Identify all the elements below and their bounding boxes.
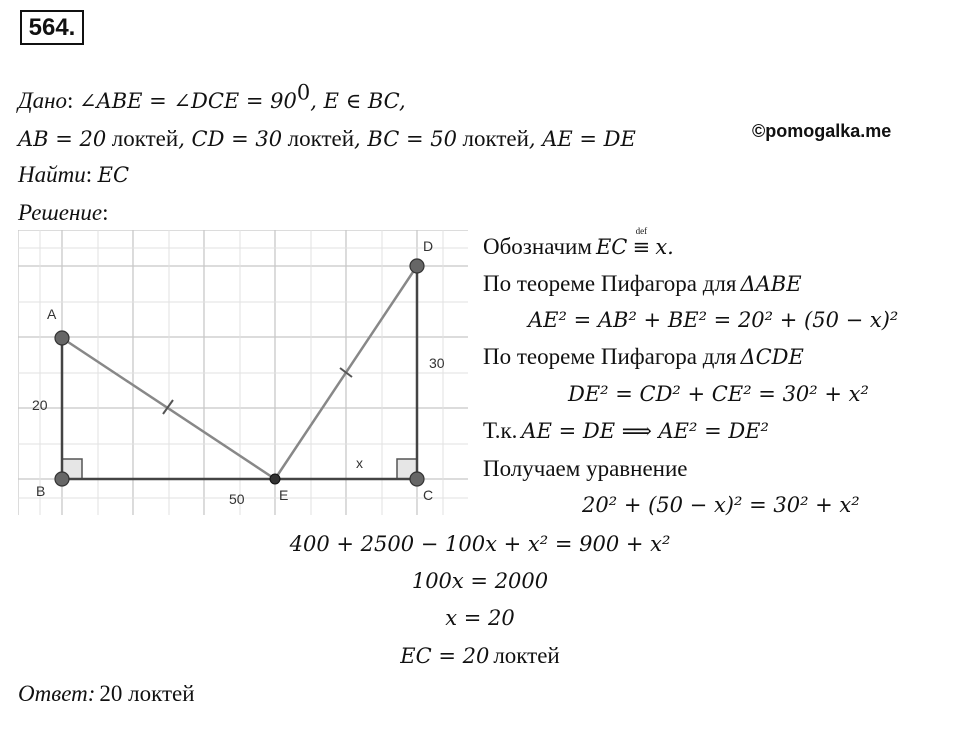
label-d: D (423, 238, 434, 254)
equation-2: 100x = 2000 (411, 569, 549, 593)
given-angles: ∠ABE = ∠DCE = 90 (78, 89, 297, 113)
given-ae-de: , AE = DE (528, 127, 636, 151)
step-7-text: Получаем уравнение (483, 456, 688, 481)
find-label: Найти (18, 162, 86, 187)
step-8-formula: 20² + (50 − x)² = 30² + x² (582, 493, 860, 517)
given-unit-1: локтей (111, 126, 179, 151)
given-degree: 0 (296, 80, 311, 105)
label-a: A (47, 306, 57, 322)
find-value: EC (97, 163, 130, 187)
def-label: def (635, 226, 648, 236)
given-ab: AB = 20 (18, 127, 107, 151)
step-1-x: x. (655, 235, 674, 259)
step-3-formula: AE² = AB² + BE² = 20² + (50 − x)² (528, 308, 899, 332)
step-4-text: По теореме Пифагора для (483, 344, 737, 369)
equation-1: 400 + 2500 − 100x + x² = 900 + x² (289, 532, 671, 556)
point-c (410, 472, 424, 486)
find-line: Найти: EC (18, 162, 130, 187)
label-b: B (36, 483, 46, 499)
watermark: ©pomogalka.me (752, 121, 892, 141)
diagram-svg (18, 230, 468, 515)
step-2-text: По теореме Пифагора для (483, 271, 737, 296)
step-5-formula: DE² = CD² + CE² = 30² + x² (568, 382, 869, 406)
def-equals-sign: def ≡ (632, 226, 651, 259)
step-1-text: Обозначим (483, 234, 592, 259)
geometry-diagram (18, 230, 468, 515)
step-4 (483, 344, 804, 370)
equation-4-unit: локтей (493, 643, 560, 668)
step-2 (483, 271, 802, 297)
label-e: E (279, 487, 289, 503)
answer-line (18, 681, 195, 707)
label-bc-length: 50 (229, 491, 245, 507)
point-d (410, 259, 424, 273)
label-ab-length: 20 (32, 397, 48, 413)
step-6-math: AE = DE ⟹ AE² = DE² (521, 419, 769, 443)
answer-value: 20 локтей (99, 681, 195, 706)
given-unit-2: локтей (287, 126, 355, 151)
label-cd-length: 30 (429, 355, 445, 371)
step-6-text: Т.к. (483, 418, 518, 443)
given-bc: , BC = 50 (354, 127, 457, 151)
solution-line: Решение: (18, 200, 109, 225)
given-line-1: Дано: ∠ABE = ∠DCE = $90^0$, E ∈ BC, (18, 80, 406, 113)
given-line-2 (18, 126, 636, 152)
given-label: Дано (18, 88, 68, 113)
step-6 (483, 418, 769, 444)
equation-4 (0, 643, 960, 669)
problem-number: 564. (28, 14, 76, 41)
step-4-math: ΔCDE (740, 345, 804, 369)
point-e (270, 474, 280, 484)
label-c: C (423, 487, 434, 503)
point-b (55, 472, 69, 486)
step-1-math: EC (595, 235, 628, 259)
label-ec-x: x (356, 455, 363, 471)
equation-3: x = 20 (445, 606, 515, 630)
solution-label: Решение (18, 200, 103, 225)
given-unit-3: локтей (462, 126, 529, 151)
step-1 (483, 226, 674, 260)
given-point-on-line: , E ∈ BC, (310, 89, 406, 113)
point-a (55, 331, 69, 345)
step-2-math: ΔABE (740, 272, 802, 296)
problem-number-box (20, 10, 84, 45)
equation-4-math: EC = 20 (400, 644, 490, 668)
answer-label: Ответ: (18, 681, 96, 706)
given-cd: , CD = 30 (178, 127, 283, 151)
